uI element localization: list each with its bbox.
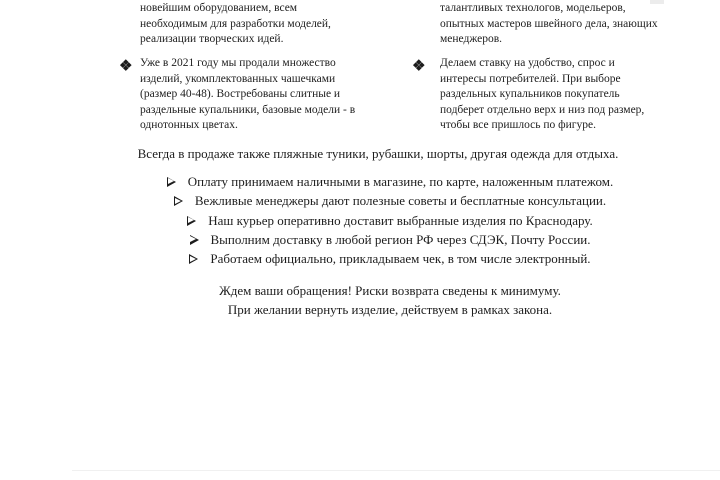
- text-line: интересы потребителей. При выборе: [440, 72, 621, 85]
- list-item: [60, 191, 720, 210]
- text-line: Делаем ставку на удобство, спрос и: [440, 57, 615, 69]
- center-paragraph: Всегда в продаже также пляжные туники, рубашки, шорты, другая одежда для отдыха.: [137, 146, 619, 161]
- text-line: однотонных цветах.: [140, 119, 238, 131]
- diamond-bullet-icon: [414, 60, 424, 70]
- left-column-bullet-paragraph: [140, 56, 355, 134]
- text-line: реализации творческих идей.: [140, 33, 284, 45]
- arrowhead-bullet-icon: [174, 196, 183, 206]
- arrowhead-bullet-icon: [167, 177, 176, 187]
- diamond-bullet-icon: [121, 60, 131, 70]
- text-line: опытных мастеров швейного дела, знающих: [440, 17, 658, 30]
- page-bottom-separator: [72, 470, 720, 471]
- list-item: [60, 230, 720, 249]
- text-line: Ждем ваши обращения! Риски возврата сведены к минимуму.: [219, 283, 561, 298]
- text-line: (размер 40-48). Востребованы слитные и: [140, 88, 341, 100]
- text-line: необходимым для разработки моделей,: [140, 17, 331, 30]
- list-item: [60, 172, 720, 191]
- text-line: При желании вернуть изделие, действуем в рамках закона.: [227, 302, 553, 318]
- arrowhead-bullet-icon: [187, 216, 196, 226]
- text-line: изделий, укомплектованных чашечками: [140, 72, 336, 85]
- list-item-text: Выполним доставку в любой регион РФ через СДЭК, Почту России.: [210, 231, 591, 247]
- list-item-text: Наш курьер оперативно доставит выбранные изделия по Краснодару.: [208, 212, 593, 228]
- text-line: новейшим оборудованием, всем: [140, 2, 298, 14]
- list-item: [60, 211, 720, 230]
- diamond-dot: [123, 66, 128, 71]
- list-item: [60, 249, 720, 268]
- list-item-text: Работаем официально, прикладываем чек, в том числе электронный.: [210, 251, 591, 267]
- list-item-text: Вежливые менеджеры дают полезные советы и бесплатные консультации.: [194, 193, 607, 209]
- closing-paragraph: [60, 281, 720, 320]
- text-line: подберет отдельно верх и низ под размер,: [440, 103, 645, 116]
- text-line: менеджеров.: [440, 33, 503, 45]
- arrowhead-bullet-icon: [189, 254, 198, 264]
- list-item-text: Оплату принимаем наличными в магазине, по карте, наложенным платежом.: [187, 174, 614, 189]
- arrowhead-bullet-icon: [190, 235, 199, 245]
- arrow-bullet-list: [60, 172, 720, 268]
- right-column-paragraph-top: [440, 1, 675, 48]
- text-line: Уже в 2021 году мы продали множество: [140, 57, 336, 69]
- text-line: раздельные купальники, базовые модели - в: [140, 103, 356, 116]
- right-column-bullet-paragraph: [440, 56, 675, 134]
- diamond-dot: [416, 66, 421, 71]
- left-column-paragraph-top: [140, 1, 352, 48]
- text-line: раздельных купальников покупатель: [440, 88, 620, 100]
- text-line: чтобы все пришлось по фигуре.: [440, 119, 596, 131]
- text-line: талантливых технологов, модельеров,: [440, 2, 626, 14]
